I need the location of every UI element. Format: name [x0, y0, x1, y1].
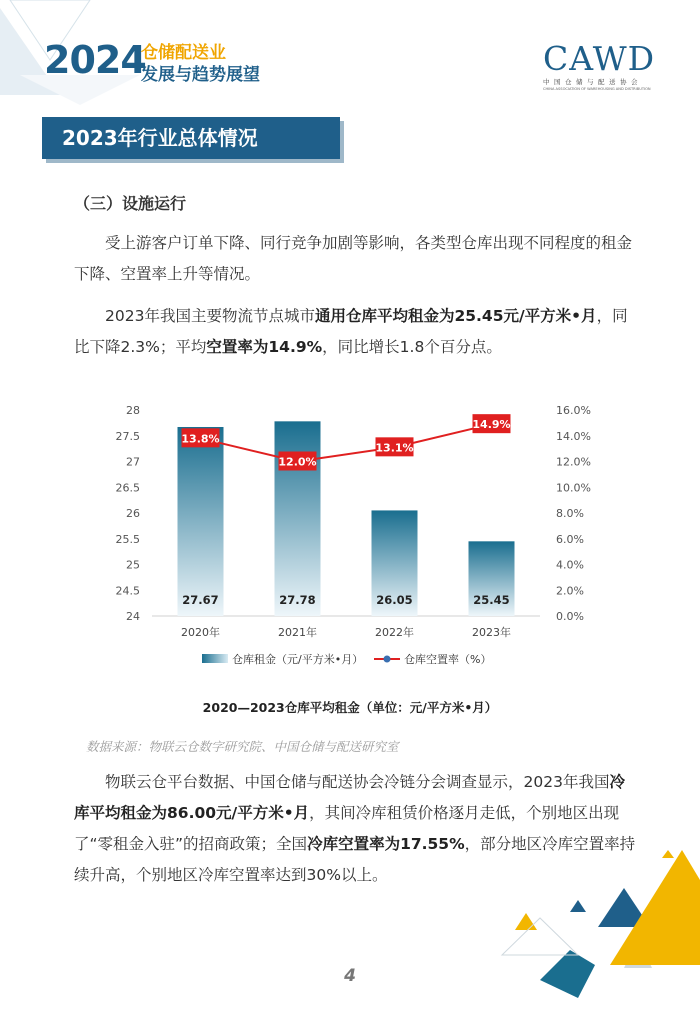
page-header: [0, 0, 700, 110]
y-right-tick-label: 10.0%: [556, 481, 591, 495]
vacancy-label: 13.8%: [181, 432, 220, 446]
x-tick-label: 2021年: [278, 626, 317, 639]
y-right-tick-label: 6.0%: [556, 532, 584, 546]
logo-en: CHINA ASSOCIATION OF WAREHOUSING AND DISTRIBUTION: [543, 87, 651, 91]
y-left-tick-label: 28: [126, 404, 140, 417]
y-left-tick-label: 24: [126, 610, 140, 623]
paragraph-2: [74, 301, 640, 363]
page-number: 4: [344, 966, 356, 986]
subheading: （三）设施运行: [74, 194, 187, 213]
bar-value-label: 26.05: [376, 593, 413, 607]
para3-text3: ，部分地区冷库空置率持续升高，个别地区冷库空置率达到30%以上。: [74, 835, 636, 884]
y-right-tick-label: 2.0%: [556, 584, 584, 598]
vacancy-label: 12.0%: [278, 455, 317, 469]
para3-bold2: 冷库空置率为17.55%: [307, 835, 465, 853]
corner-decoration: [500, 850, 700, 1010]
legend-bar-swatch: [202, 654, 228, 663]
paragraph-1: 受上游客户订单下降、同行竞争加剧等影响，各类型仓库出现不同程度的租金下降、空置率上升等情况。: [74, 234, 633, 283]
y-right-tick-label: 8.0%: [556, 507, 584, 520]
y-right-tick-label: 12.0%: [556, 455, 591, 469]
y-right-tick-label: 4.0%: [556, 558, 584, 572]
logo-cn: 中国仓储与配送协会: [543, 78, 642, 86]
section-title: 2023年行业总体情况: [42, 117, 340, 159]
y-left-tick-label: 26.5: [115, 481, 140, 495]
y-left-tick-label: 25: [126, 558, 140, 572]
para2-text3: ，同比增长1.8个百分点。: [322, 338, 502, 356]
y-left-tick-label: 26: [126, 507, 140, 520]
x-tick-label: 2023年: [472, 626, 511, 639]
bar-value-label: 27.67: [182, 593, 219, 607]
bar: [178, 427, 224, 616]
para2-bold1: 通用仓库平均租金为25.45元/平方米•月: [314, 307, 597, 325]
legend-line-marker: [384, 656, 391, 663]
para3-text1: 物联云仓平台数据、中国仓储与配送协会冷链分会调查显示，2023年我国: [105, 773, 610, 791]
para3-bold1: 冷库平均租金为86.00元/平方米•月: [74, 773, 625, 822]
y-left-tick-label: 25.5: [115, 532, 140, 546]
header-year: 2024: [44, 38, 146, 82]
y-right-tick-label: 14.0%: [556, 429, 591, 443]
cawd-logo: [543, 39, 659, 91]
header-series-line1: 仓储配送业: [141, 43, 226, 63]
vacancy-label: 13.1%: [375, 441, 414, 455]
para3-text2: ，其间冷库租赁价格逐月走低，个别地区出现了“零租金入驻”的招商政策；全国: [74, 804, 620, 853]
legend-vacancy-label: 仓库空置率（%）: [404, 653, 492, 666]
data-source: 数据来源：物联云仓数字研究院、中国仓储与配送研究室: [86, 739, 399, 754]
vacancy-line: [201, 424, 492, 461]
y-right-tick-label: 0.0%: [556, 610, 584, 623]
header-series-line2: 发展与趋势展望: [141, 65, 260, 85]
x-tick-label: 2020年: [181, 626, 220, 639]
para2-bold2: 空置率为14.9%: [206, 338, 323, 356]
para2-text1: 2023年我国主要物流节点城市: [105, 307, 315, 325]
logo-text: CAWD: [543, 39, 656, 78]
y-left-tick-label: 27: [126, 455, 140, 469]
y-right-tick-label: 16.0%: [556, 404, 591, 417]
x-tick-label: 2022年: [375, 626, 414, 639]
vacancy-label: 14.9%: [472, 418, 511, 432]
bar: [275, 421, 321, 616]
bar-value-label: 27.78: [279, 593, 316, 607]
para2-text2: ，同比下降2.3%；平均: [74, 307, 628, 356]
y-left-tick-label: 27.5: [115, 429, 140, 443]
chart-title: 2020—2023仓库平均租金（单位：元/平方米•月）: [202, 700, 498, 715]
bar-value-label: 25.45: [473, 593, 510, 607]
y-left-tick-label: 24.5: [115, 584, 140, 598]
rent-vacancy-chart: [90, 396, 610, 686]
legend-rent-label: 仓库租金（元/平方米•月）: [232, 653, 364, 666]
